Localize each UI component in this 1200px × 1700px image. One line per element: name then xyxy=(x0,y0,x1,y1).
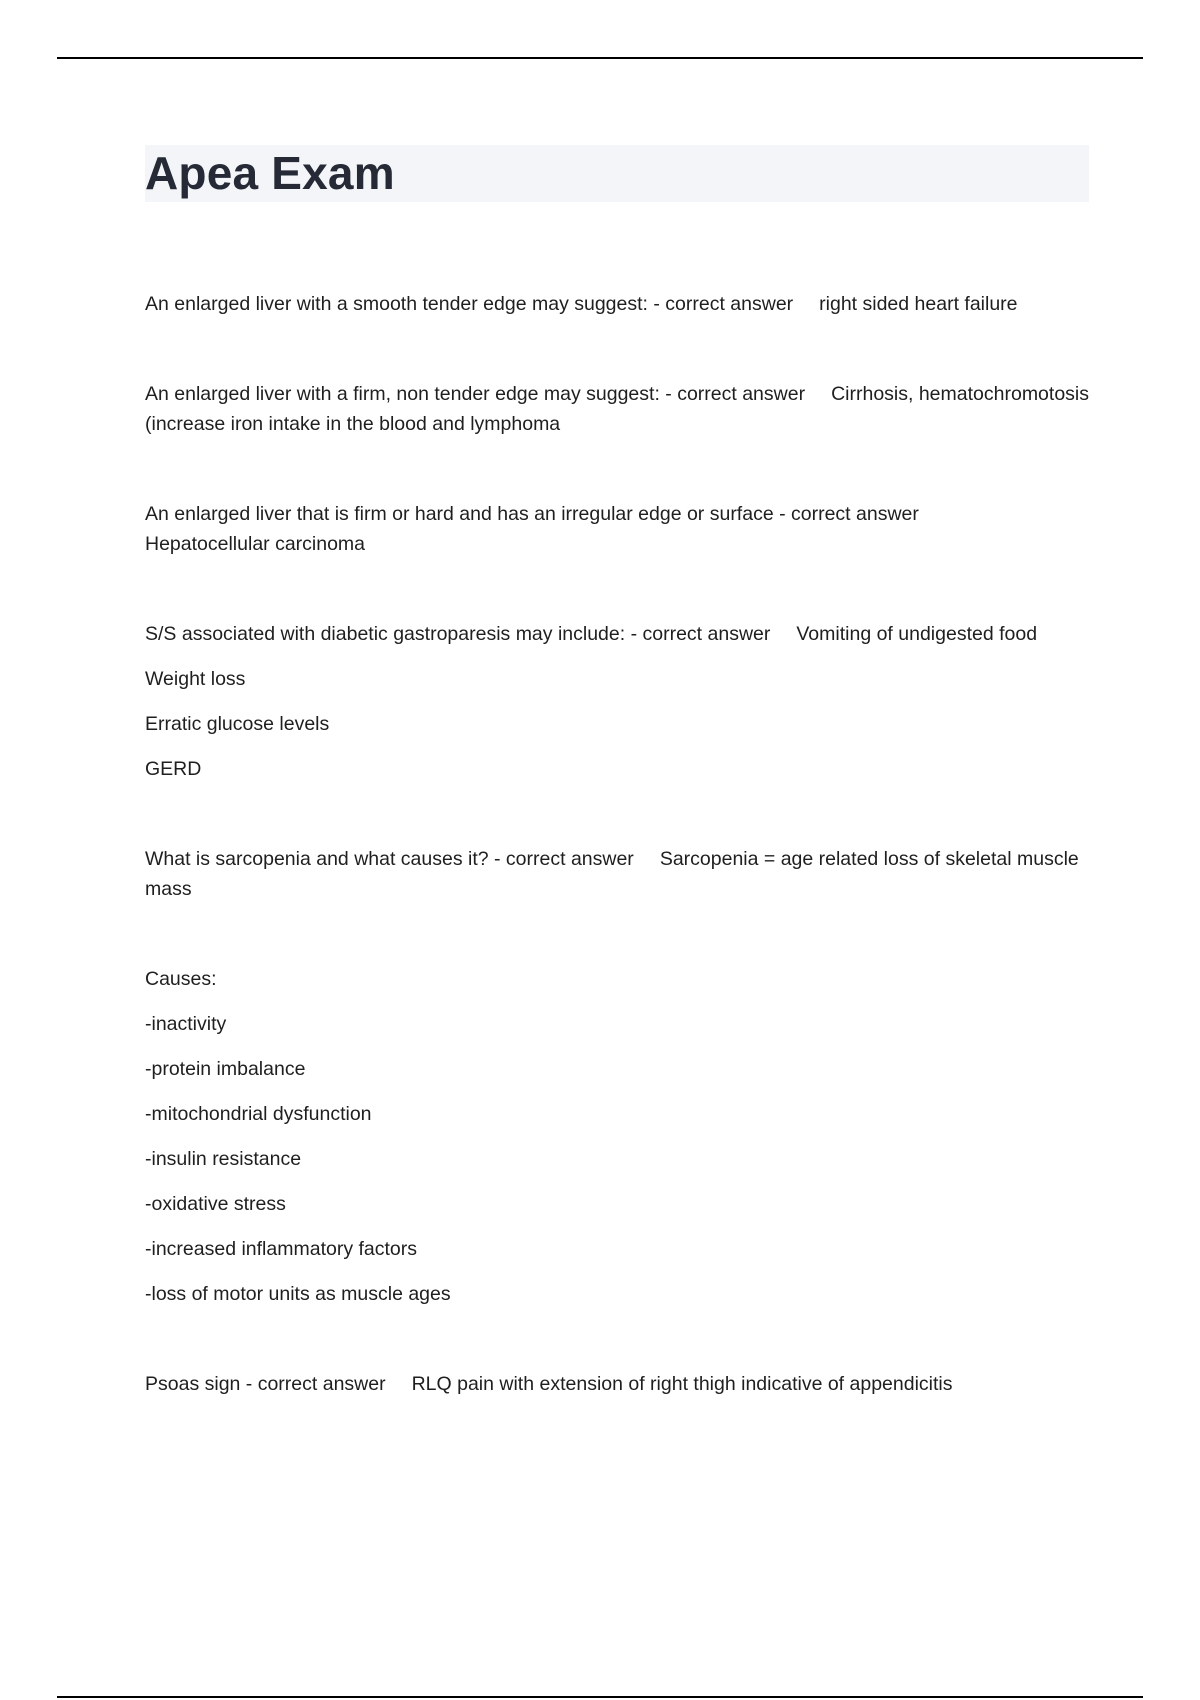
header-rule xyxy=(57,57,1143,59)
cause-item: -mitochondrial dysfunction xyxy=(145,1103,372,1125)
answer-line: Weight loss xyxy=(145,668,246,690)
question-text: An enlarged liver that is firm or hard and has an irregular edge or surface - correct answer xyxy=(145,503,919,525)
answer-text: Vomiting of undigested food xyxy=(796,623,1038,645)
qa-item xyxy=(145,619,1090,784)
cause-item: -protein imbalance xyxy=(145,1058,306,1080)
answer-text: right sided heart failure xyxy=(819,293,1018,315)
cause-item: -loss of motor units as muscle ages xyxy=(145,1283,451,1305)
question-text: S/S associated with diabetic gastroparesis may include: - correct answer xyxy=(145,623,771,645)
qa-item xyxy=(145,844,1090,1309)
cause-item: -insulin resistance xyxy=(145,1148,302,1170)
question-text: What is sarcopenia and what causes it? - correct answer xyxy=(145,848,634,870)
footer-rule xyxy=(57,1696,1143,1698)
answer-text: Hepatocellular carcinoma xyxy=(145,533,366,555)
answer-text: Sarcopenia = age related loss of skeletal muscle mass xyxy=(145,848,1079,900)
answer-text: Cirrhosis, hematochromotosis (increase iron intake in the blood and lymphoma xyxy=(145,383,1089,435)
question-text: An enlarged liver with a smooth tender edge may suggest: - correct answer xyxy=(145,293,794,315)
cause-item: -inactivity xyxy=(145,1013,227,1035)
question-text: Psoas sign - correct answer xyxy=(145,1373,386,1395)
qa-item xyxy=(145,379,1090,439)
causes-list xyxy=(145,964,1090,1309)
causes-heading: Causes: xyxy=(145,968,217,990)
qa-question-line xyxy=(145,844,1090,904)
document-title: Apea Exam xyxy=(145,147,395,199)
cause-item: -increased inflammatory factors xyxy=(145,1238,418,1260)
qa-item xyxy=(145,499,1090,559)
qa-question-line xyxy=(145,619,1090,649)
answer-line: GERD xyxy=(145,758,202,780)
answer-line: Erratic glucose levels xyxy=(145,713,330,735)
answer-text: RLQ pain with extension of right thigh indicative of appendicitis xyxy=(411,1373,953,1395)
qa-content xyxy=(145,289,1090,1399)
qa-item xyxy=(145,289,1090,319)
qa-item xyxy=(145,1369,1090,1399)
question-text: An enlarged liver with a firm, non tender edge may suggest: - correct answer xyxy=(145,383,806,405)
cause-item: -oxidative stress xyxy=(145,1193,286,1215)
